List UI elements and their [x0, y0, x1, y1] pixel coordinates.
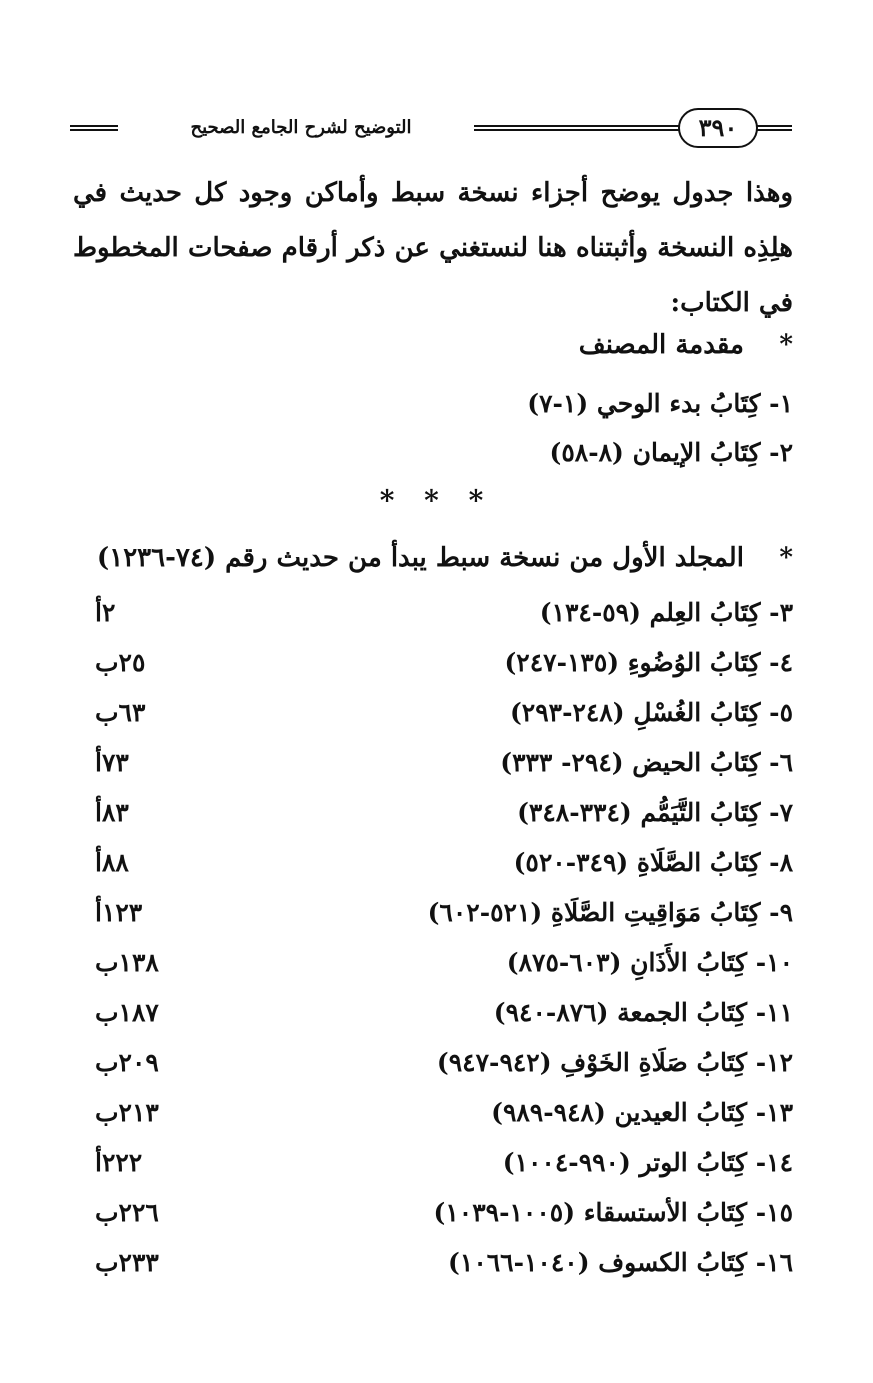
folio-number: ٢٠٩ب: [95, 1048, 159, 1077]
preface-heading: [579, 325, 793, 365]
chapter-title: ١٠- كِتَابُ الأَذَانِ (٦٠٣-٨٧٥): [506, 948, 793, 977]
volume-heading: [97, 538, 793, 578]
folio-number: ٢٥ب: [95, 648, 146, 677]
table-row: [73, 843, 793, 883]
table-row: [73, 1193, 793, 1233]
table-row: [73, 943, 793, 983]
intro-paragraph: وهذا جدول يوضح أجزاء نسخة سبط وأماكن وجود كل حديث في هلِذِه النسخة وأثبتناه هنا لنستغني عن ذكر أرقام صفحات المخطوط في الكتاب:: [73, 178, 793, 318]
preface-item: ١- كِتَابُ بدء الوحي (١-٧): [527, 389, 793, 418]
chapter-title: ٦- كِتَابُ الحيض (٢٩٤- ٣٣٣): [500, 748, 793, 777]
chapter-title: ١٥- كِتَابُ الأستسقاء (١٠٠٥-١٠٣٩): [433, 1198, 793, 1227]
table-row: [73, 1243, 793, 1283]
header-rule-right: [756, 125, 792, 131]
page-number: ٣٩٠: [678, 108, 758, 148]
folio-number: ٧٣أ: [95, 748, 129, 777]
chapter-title: ١٢- كِتَابُ صَلَاةِ الخَوْفِ (٩٤٢-٩٤٧): [436, 1048, 793, 1077]
table-row: [73, 593, 793, 633]
folio-number: ١٢٣أ: [95, 898, 143, 927]
chapter-title: ١٣- كِتَابُ العيدين (٩٤٨-٩٨٩): [491, 1098, 793, 1127]
table-row: [73, 693, 793, 733]
folio-number: ٦٣ب: [95, 698, 146, 727]
chapter-title: ١٦- كِتَابُ الكسوف (١٠٤٠-١٠٦٦): [448, 1248, 793, 1277]
table-row: [73, 1143, 793, 1183]
chapter-title: ٧- كِتَابُ التَّيَمُّم (٣٣٤-٣٤٨): [517, 798, 793, 827]
chapter-title: ٨- كِتَابُ الصَّلَاةِ (٣٤٩-٥٢٠): [513, 848, 793, 877]
asterisk-marker: *: [779, 543, 793, 573]
table-row: [73, 893, 793, 933]
preface-item: ٢- كِتَابُ الإيمان (٨-٥٨): [549, 438, 793, 467]
table-row: [73, 793, 793, 833]
table-row: [73, 1093, 793, 1133]
chapter-title: ٣- كِتَابُ العِلم (٥٩-١٣٤): [539, 598, 793, 627]
folio-number: ١٣٨ب: [95, 948, 159, 977]
folio-number: ٨٨أ: [95, 848, 129, 877]
table-row: [73, 643, 793, 683]
folio-number: ٢٣٣ب: [95, 1248, 159, 1277]
folio-number: ٢٢٢أ: [95, 1148, 143, 1177]
folio-number: ٢١٣ب: [95, 1098, 159, 1127]
folio-number: ٨٣أ: [95, 798, 129, 827]
chapter-title: ١٤- كِتَابُ الوتر (٩٩٠-١٠٠٤): [502, 1148, 793, 1177]
header-rule-middle: [474, 125, 680, 131]
table-row: [73, 1043, 793, 1083]
table-row: [73, 993, 793, 1033]
header-rule-left: [70, 125, 118, 131]
folio-number: ٢أ: [95, 598, 116, 627]
table-row: [73, 743, 793, 783]
chapter-title: ٩- كِتَابُ مَوَاقِيتِ الصَّلَاةِ (٥٢١-٦٠٢): [427, 898, 793, 927]
chapter-title: ١١- كِتَابُ الجمعة (٨٧٦-٩٤٠): [493, 998, 793, 1027]
chapter-title: ٤- كِتَابُ الوُضُوءِ (١٣٥-٢٤٧): [504, 648, 793, 677]
page-header: [70, 108, 792, 150]
preface-label: مقدمة المصنف: [578, 330, 744, 360]
chapter-title: ٥- كِتَابُ الغُسْلِ (٢٤٨-٢٩٣): [509, 698, 793, 727]
volume-label: المجلد الأول من نسخة سبط يبدأ من حديث رقم (٧٤-١٢٣٦): [96, 543, 744, 573]
running-title: التوضيح لشرح الجامع الصحيح: [190, 117, 412, 138]
folio-number: ١٨٧ب: [95, 998, 159, 1027]
asterisk-marker: *: [779, 330, 793, 360]
section-separator: * * *: [379, 484, 494, 517]
folio-number: ٢٢٦ب: [95, 1198, 159, 1227]
